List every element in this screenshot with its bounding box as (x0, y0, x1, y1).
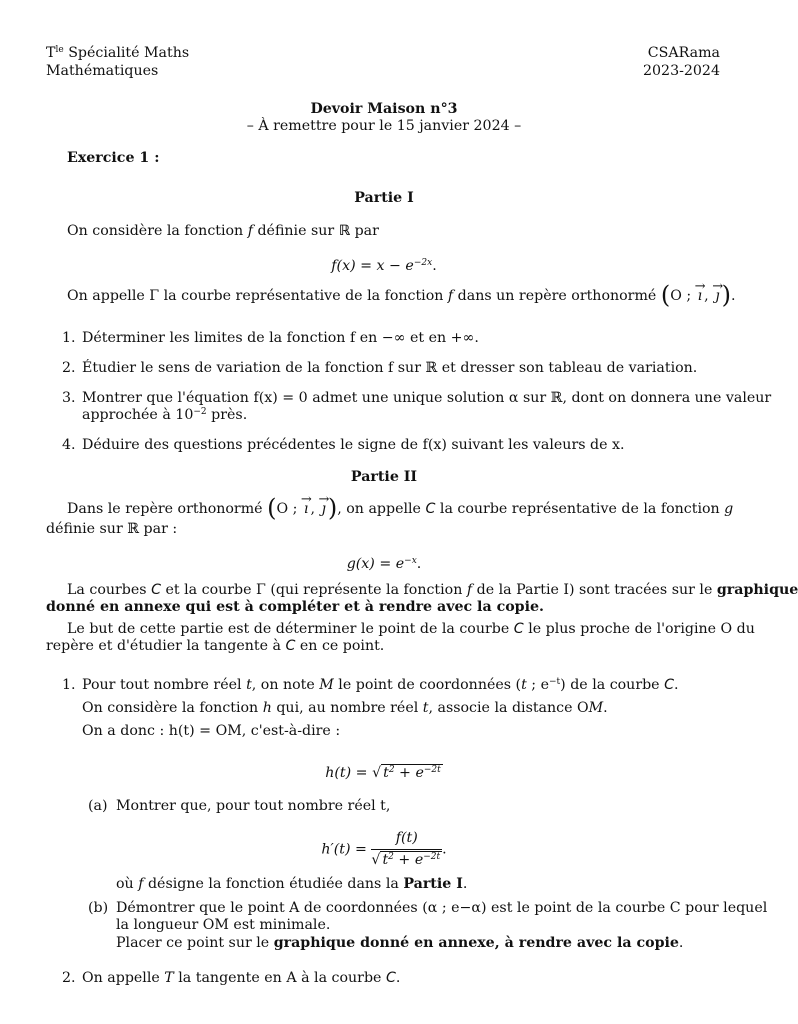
h-formula: h(t) = √ $t^2 + e^{-2t}$ (325, 765, 441, 781)
part2-q1-num: 1. (62, 677, 76, 693)
part1-heading: Partie I (354, 190, 414, 206)
q1a-after: où f désigne la fonction étudiée dans la Partie I. (116, 876, 468, 892)
gamma-definition: On appelle Γ la courbe représentative de la fonction f dans un repère orthonormé (O ; → ı , → ȷ). (67, 287, 736, 305)
part2-q1-line1: Pour tout nombre réel t, on note M le point de coordonnées (t ; $e^{-t}$) de la courbe C. (82, 677, 679, 693)
curves-statement: La courbes C et la courbe Γ (qui représente la fonction f de la Partie I) sont tracées sur le graphique (67, 582, 798, 598)
vector-i: → ı (696, 288, 705, 305)
q1a-label: (a) (88, 798, 108, 814)
q1b-line1: Démontrer que le point A de coordonnées (α ; e−α) est le point de la courbe C pour lequel (116, 900, 768, 916)
part1-q3: 3. Montrer que l'équation f(x) = 0 admet une unique solution α sur ℝ, dont on donnera une valeur (62, 390, 772, 406)
part2-intro-cont: définie sur ℝ par : (46, 521, 178, 537)
part2-q2-text: On appelle T la tangente en A à la courbe C. (82, 970, 401, 986)
header-subject: Mathématiques (46, 63, 159, 79)
h-derivative-formula: h′(t) = $\frac{f(t)}{√ t^2 + e^{-2t}}$ . (321, 830, 447, 868)
vector-j-2: → ȷ (319, 501, 327, 518)
header-school: CSARama (647, 45, 720, 61)
part1-q1: 1. Déterminer les limites de la fonction f en −∞ et en +∞. (62, 330, 479, 346)
part1-intro: On considère la fonction f définie sur ℝ par (67, 223, 379, 239)
due-date: – À remettre pour le 15 janvier 2024 – (246, 118, 522, 134)
q1a-text: Montrer que, pour tout nombre réel t, (116, 798, 391, 814)
q1b-line2: la longueur OM est minimale. (116, 917, 331, 933)
goal-statement: Le but de cette partie est de déterminer le point de la courbe C le plus proche de l'origine O du (67, 621, 755, 637)
exercise-heading: Exercice 1 : (67, 150, 160, 166)
part1-q3-cont: approchée à $10^{-2}$ près. (82, 407, 248, 423)
part1-q2: 2. Étudier le sens de variation de la fonction f sur ℝ et dresser son tableau de variation. (62, 360, 698, 376)
part2-q1-line2: On considère la fonction h qui, au nombre réel t, associe la distance OM. (82, 700, 608, 716)
header-level: $T^{le}$ Spécialité Maths (46, 45, 190, 61)
vector-i-2: → ı (302, 501, 311, 518)
part2-intro: Dans le repère orthonormé (O ; → ı , → ȷ), on appelle C la courbe représentative de la fonction g (67, 500, 733, 518)
g-formula: $g(x) = e^{-x}$. (346, 556, 422, 572)
goal-statement-cont: repère et d'étudier la tangente à C en ce point. (46, 638, 385, 654)
page-title: Devoir Maison n°3 (310, 101, 458, 117)
part1-q4: 4. Déduire des questions précédentes le signe de f(x) suivant les valeurs de x. (62, 437, 625, 453)
f-formula: $f(x) = x - e^{-2x}$. (331, 258, 437, 274)
part2-q1-line3: On a donc : h(t) = OM, c'est-à-dire : (82, 723, 341, 739)
part2-q2-num: 2. (62, 970, 76, 986)
q1b-line3: Placer ce point sur le graphique donné en annexe, à rendre avec la copie. (116, 935, 684, 951)
header-year: 2023-2024 (642, 63, 720, 79)
q1b-label: (b) (88, 900, 109, 916)
part2-heading: Partie II (350, 469, 418, 485)
vector-j: → ȷ (713, 288, 721, 305)
curves-statement-cont: donné en annexe qui est à compléter et à rendre avec la copie. (46, 599, 544, 615)
